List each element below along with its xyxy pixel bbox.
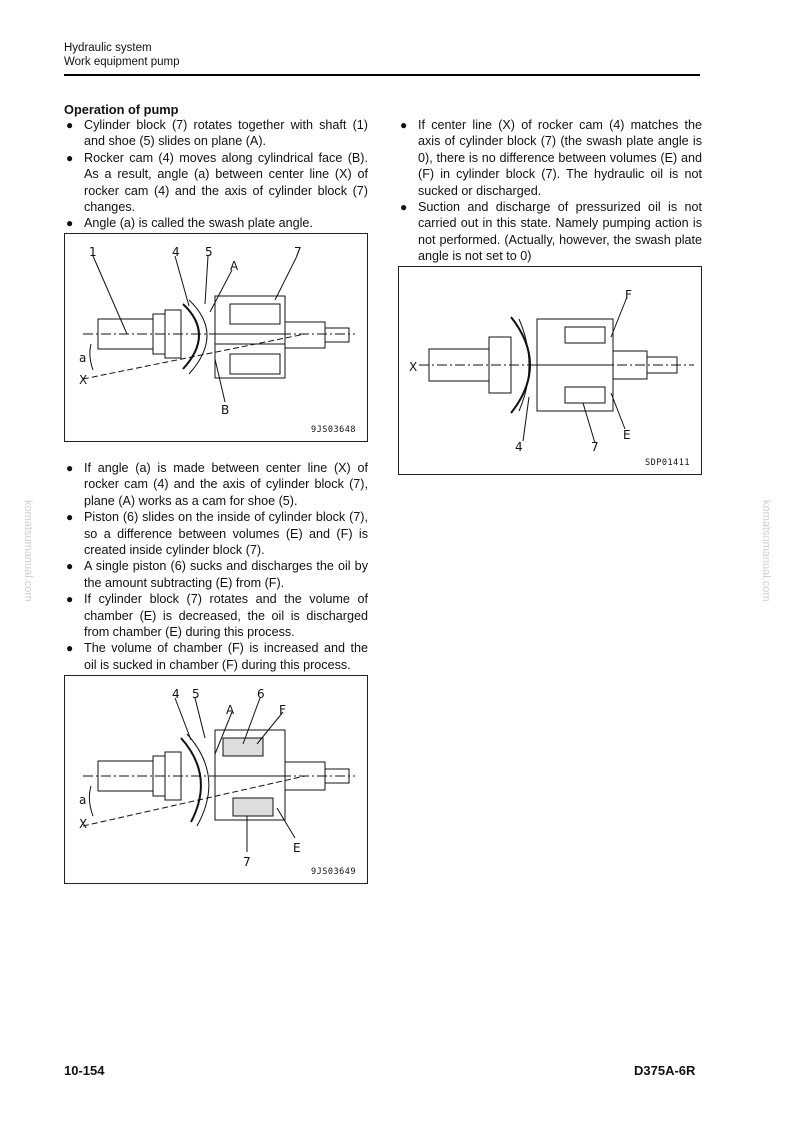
list-item: ● Rocker cam (4) moves along cylindrical face (B). As a result, angle (a) between center line (X) of rocker cam (4) and the axis of cylinder block (7) changes. — [66, 150, 368, 215]
left-bullet-list-1 — [64, 117, 368, 232]
label-4: 4 — [172, 687, 180, 701]
pump-cross-section-drawing-3 — [399, 267, 701, 474]
figure-code: 9JS03649 — [311, 867, 356, 877]
label-1: 1 — [89, 245, 97, 259]
label-7: 7 — [243, 855, 251, 869]
label-A: A — [230, 259, 239, 273]
pump-cross-section-drawing-2 — [65, 676, 367, 883]
label-5: 5 — [205, 245, 213, 259]
figure-volume-difference — [64, 675, 368, 884]
list-item: ● If cylinder block (7) rotates and the volume of chamber (E) is decreased, the oil is discharged from chamber (E) during this process. — [66, 592, 368, 640]
list-item: ● Angle (a) is called the swash plate angle. — [66, 216, 313, 231]
figure-code: SDP01411 — [645, 458, 690, 468]
label-a: a — [79, 793, 87, 807]
list-item: ● The volume of chamber (F) is increased and the oil is sucked in chamber (F) during this process. — [66, 641, 368, 672]
watermark-right: komatsumanual.com — [760, 500, 772, 602]
pump-cross-section-drawing — [65, 234, 367, 441]
watermark-left: komatsumanual.com — [22, 500, 34, 602]
model-code: D375A-6R — [634, 1063, 696, 1078]
list-item: ● Cylinder block (7) rotates together with shaft (1) and shoe (5) slides on plane (A). — [66, 118, 368, 149]
section-title: Operation of pump — [64, 102, 179, 117]
label-F: F — [279, 703, 286, 717]
label-E: E — [293, 841, 301, 855]
label-7: 7 — [591, 440, 599, 454]
label-X: X — [409, 360, 418, 374]
label-5: 5 — [192, 687, 200, 701]
header-subsystem: Work equipment pump — [64, 56, 180, 68]
label-E: E — [623, 428, 631, 442]
label-B: B — [221, 403, 230, 417]
list-item: ● If angle (a) is made between center line (X) of rocker cam (4) and the axis of cylinder block (7), plane (A) works as a cam for shoe (5). — [66, 461, 368, 508]
label-X: X — [79, 373, 88, 387]
figure-zero-angle — [398, 266, 702, 475]
label-4: 4 — [172, 245, 180, 259]
label-X: X — [79, 817, 88, 831]
list-item: ● Piston (6) slides on the inside of cylinder block (7), so a difference between volumes (E) and (F) is created inside cylinder block (7). — [66, 510, 368, 558]
list-item: ● If center line (X) of rocker cam (4) matches the axis of cylinder block (7) (the swash plate angle is 0), there is no difference between volumes (E) and (F) in cylinder block (7). The hydraulic oil is not sucked or discharged. — [400, 118, 702, 198]
figure-code: 9JS03648 — [311, 425, 356, 435]
label-7: 7 — [294, 245, 302, 259]
right-bullet-list — [398, 117, 702, 265]
label-A: A — [226, 703, 235, 717]
label-a: a — [79, 351, 87, 365]
header-divider — [64, 74, 700, 76]
page-number: 10-154 — [64, 1063, 105, 1078]
label-6: 6 — [257, 687, 265, 701]
left-bullet-list-2 — [64, 460, 368, 673]
label-F: F — [625, 288, 632, 302]
list-item: ● Suction and discharge of pressurized oil is not carried out in this state. Namely pumping action is not performed. (Actually, however, the swash plate angle is not set to 0) — [400, 200, 702, 264]
label-4: 4 — [515, 440, 523, 454]
figure-swash-plate-angle — [64, 233, 368, 442]
list-item: ● A single piston (6) sucks and discharges the oil by the amount subtracting (E) from (F). — [66, 559, 368, 590]
header-system: Hydraulic system — [64, 42, 152, 54]
